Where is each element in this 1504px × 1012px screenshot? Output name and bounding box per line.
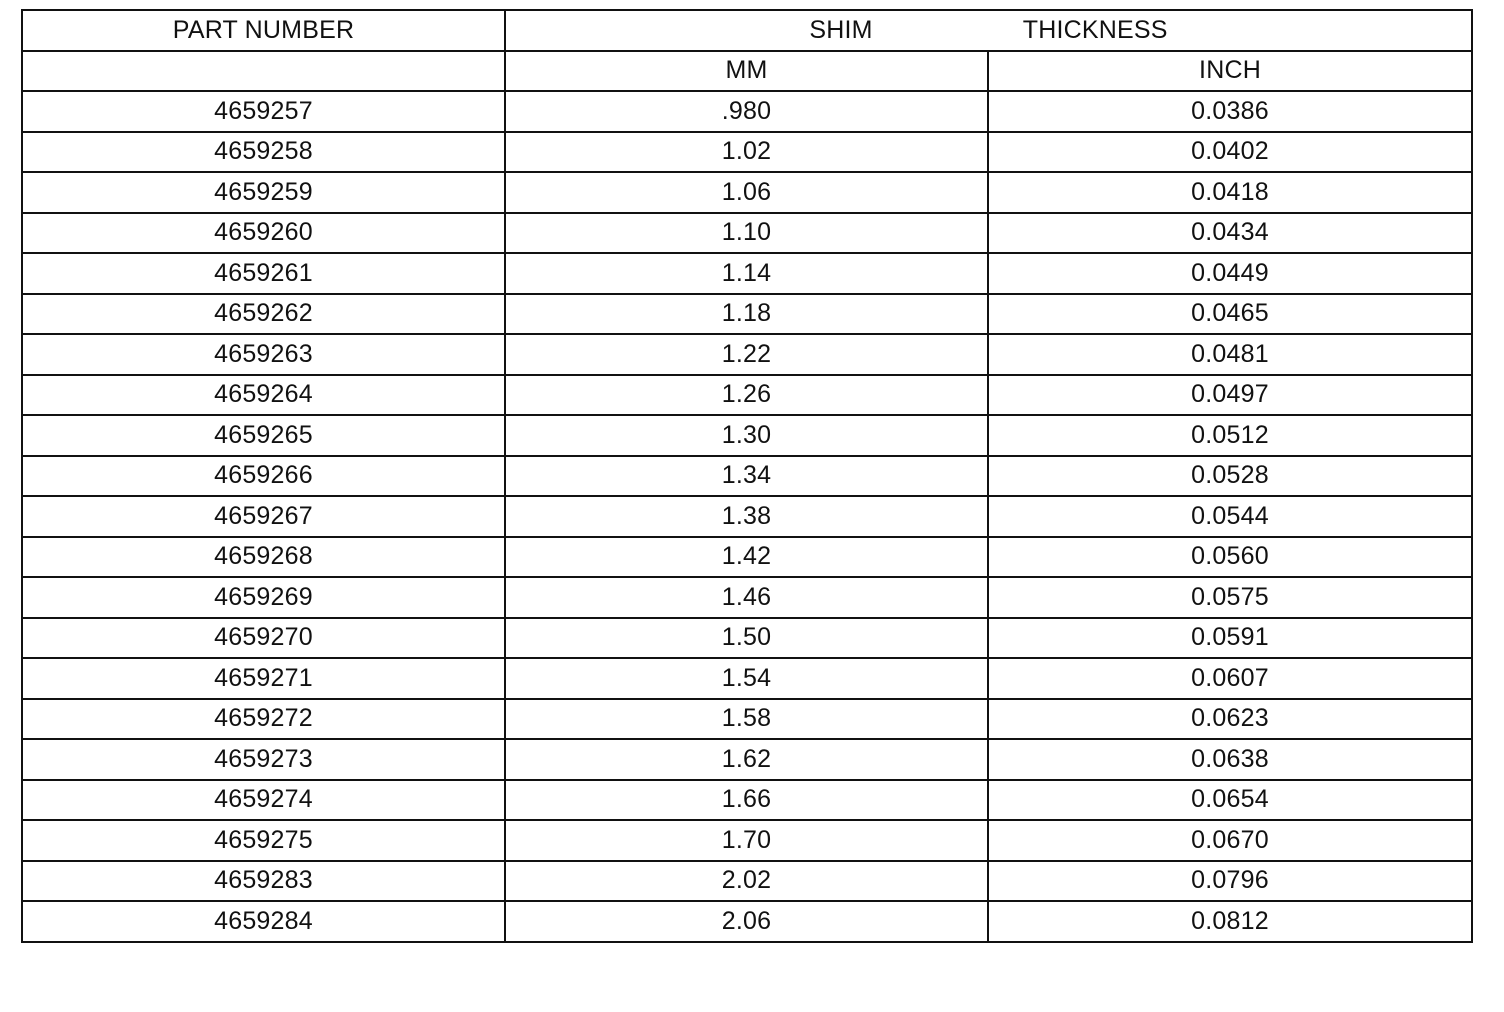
mm-cell: 2.06 <box>505 901 988 942</box>
part-number-cell: 4659265 <box>22 415 505 456</box>
part-number-cell: 4659259 <box>22 172 505 213</box>
inch-cell: 0.0528 <box>988 456 1472 497</box>
table-row <box>22 294 1472 335</box>
inch-cell: 0.0591 <box>988 618 1472 659</box>
part-number-cell: 4659283 <box>22 861 505 902</box>
part-number-cell: 4659271 <box>22 658 505 699</box>
mm-cell: 1.34 <box>505 456 988 497</box>
mm-cell: 1.22 <box>505 334 988 375</box>
inch-cell: 0.0465 <box>988 294 1472 335</box>
inch-cell: 0.0402 <box>988 132 1472 173</box>
table-row <box>22 577 1472 618</box>
table-row <box>22 861 1472 902</box>
part-number-cell: 4659284 <box>22 901 505 942</box>
mm-cell: 1.42 <box>505 537 988 578</box>
mm-cell: 1.30 <box>505 415 988 456</box>
inch-cell: 0.0670 <box>988 820 1472 861</box>
header-row-units <box>22 51 1472 92</box>
mm-cell: 1.14 <box>505 253 988 294</box>
table-row <box>22 456 1472 497</box>
table-row <box>22 132 1472 173</box>
mm-header: MM <box>505 51 988 92</box>
table-header <box>22 10 1472 91</box>
mm-cell: 2.02 <box>505 861 988 902</box>
table-row <box>22 375 1472 416</box>
mm-cell: 1.54 <box>505 658 988 699</box>
part-number-cell: 4659262 <box>22 294 505 335</box>
mm-cell: 1.46 <box>505 577 988 618</box>
shim-thickness-table <box>21 9 1473 943</box>
mm-cell: 1.62 <box>505 739 988 780</box>
table-row <box>22 172 1472 213</box>
part-number-cell: 4659264 <box>22 375 505 416</box>
mm-cell: 1.06 <box>505 172 988 213</box>
part-number-cell: 4659258 <box>22 132 505 173</box>
mm-cell: 1.66 <box>505 780 988 821</box>
inch-cell: 0.0575 <box>988 577 1472 618</box>
inch-cell: 0.0560 <box>988 537 1472 578</box>
part-number-cell: 4659274 <box>22 780 505 821</box>
mm-cell: .980 <box>505 91 988 132</box>
part-number-header: PART NUMBER <box>22 10 505 51</box>
part-number-cell: 4659266 <box>22 456 505 497</box>
table-row <box>22 91 1472 132</box>
part-number-cell: 4659273 <box>22 739 505 780</box>
table-row <box>22 658 1472 699</box>
shim-thickness-header <box>505 10 1472 51</box>
inch-cell: 0.0544 <box>988 496 1472 537</box>
inch-cell: 0.0638 <box>988 739 1472 780</box>
part-number-cell: 4659270 <box>22 618 505 659</box>
inch-cell: 0.0481 <box>988 334 1472 375</box>
part-number-cell: 4659263 <box>22 334 505 375</box>
table-row <box>22 618 1472 659</box>
table-row <box>22 213 1472 254</box>
part-number-cell: 4659260 <box>22 213 505 254</box>
inch-cell: 0.0654 <box>988 780 1472 821</box>
part-number-cell: 4659257 <box>22 91 505 132</box>
table-body <box>22 91 1472 942</box>
part-number-cell: 4659268 <box>22 537 505 578</box>
inch-cell: 0.0449 <box>988 253 1472 294</box>
table-row <box>22 537 1472 578</box>
inch-cell: 0.0418 <box>988 172 1472 213</box>
part-number-cell: 4659275 <box>22 820 505 861</box>
inch-cell: 0.0434 <box>988 213 1472 254</box>
inch-cell: 0.0607 <box>988 658 1472 699</box>
inch-cell: 0.0497 <box>988 375 1472 416</box>
table-row <box>22 253 1472 294</box>
mm-cell: 1.10 <box>505 213 988 254</box>
mm-cell: 1.18 <box>505 294 988 335</box>
mm-cell: 1.26 <box>505 375 988 416</box>
part-number-cell: 4659269 <box>22 577 505 618</box>
inch-cell: 0.0386 <box>988 91 1472 132</box>
table-row <box>22 901 1472 942</box>
part-number-cell: 4659261 <box>22 253 505 294</box>
table-row <box>22 780 1472 821</box>
table-row <box>22 415 1472 456</box>
table-row <box>22 496 1472 537</box>
mm-cell: 1.38 <box>505 496 988 537</box>
part-number-cell: 4659272 <box>22 699 505 740</box>
table-row <box>22 739 1472 780</box>
shim-header-label: SHIM <box>809 15 873 44</box>
inch-header: INCH <box>988 51 1472 92</box>
mm-cell: 1.70 <box>505 820 988 861</box>
mm-cell: 1.02 <box>505 132 988 173</box>
mm-cell: 1.58 <box>505 699 988 740</box>
mm-cell: 1.50 <box>505 618 988 659</box>
inch-cell: 0.0796 <box>988 861 1472 902</box>
table-row <box>22 820 1472 861</box>
table-row <box>22 334 1472 375</box>
inch-cell: 0.0812 <box>988 901 1472 942</box>
part-number-cell: 4659267 <box>22 496 505 537</box>
inch-cell: 0.0623 <box>988 699 1472 740</box>
blank-header-cell <box>22 51 505 92</box>
inch-cell: 0.0512 <box>988 415 1472 456</box>
header-row-primary <box>22 10 1472 51</box>
table-row <box>22 699 1472 740</box>
thickness-header-label: THICKNESS <box>1022 15 1168 44</box>
